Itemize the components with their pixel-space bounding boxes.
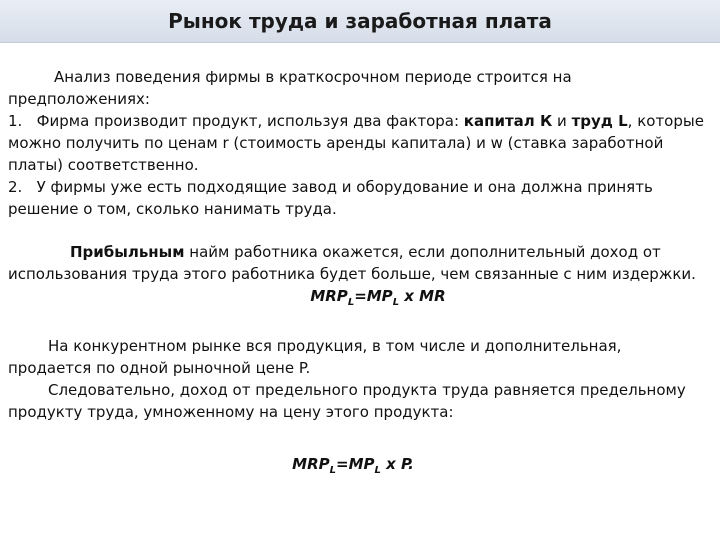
spacer [8,220,708,241]
profit-paragraph [8,241,708,285]
conclusion-paragraph: Следовательно, доход от предельного продукта труда равняется предельному продукту труда, умноженному на цену этого продукта: [8,381,686,421]
and-text: и [552,112,572,130]
formula-term: MRP [310,287,348,305]
labor-term: труд L [571,112,628,130]
spacer [8,423,708,453]
list-item-1 [8,110,708,176]
slide-content [8,66,708,482]
item1-rest: , которые можно получить по ценам r (стоимость аренды капитала) и w (ставка заработной платы) соответственно. [8,112,704,174]
formula-term: x P. [380,455,414,473]
list-item-2 [8,176,708,220]
profit-text: найм работника окажется, если дополнительный доход от использования труда этого работника будет больше, чем связанные с ним издержки. [8,243,696,283]
slide-title: Рынок труда и заработная плата [168,9,552,33]
formula-term: =MP [354,287,393,305]
formula-term: MRP [292,455,330,473]
formula-subscript: L [374,465,381,476]
market-paragraph: На конкурентном рынке вся продукция, в том числе и дополнительная, продается по одной рыночной цене P. [8,337,622,377]
title-bar [0,0,720,43]
profit-term: Прибыльным [70,243,185,261]
formula-mrp-mr [8,285,708,314]
formula-term: x MR [399,287,446,305]
item1-text: Фирма производит продукт, используя два фактора: [36,112,464,130]
capital-term: капитал К [463,112,553,130]
formula-subscript: L [329,465,337,476]
formula-mrp-p [0,453,708,482]
list-number: 2. [8,178,23,196]
item2-text: У фирмы уже есть подходящие завод и оборудование и она должна принять решение о том, сколько нанимать труда. [8,178,653,218]
spacer [8,314,708,335]
formula-subscript: L [392,297,400,308]
formula-term: =MP [336,455,375,473]
list-number: 1. [8,112,23,130]
intro-paragraph: Анализ поведения фирмы в краткосрочном периоде строится на предположениях: [8,68,572,108]
formula-subscript: L [347,297,355,308]
